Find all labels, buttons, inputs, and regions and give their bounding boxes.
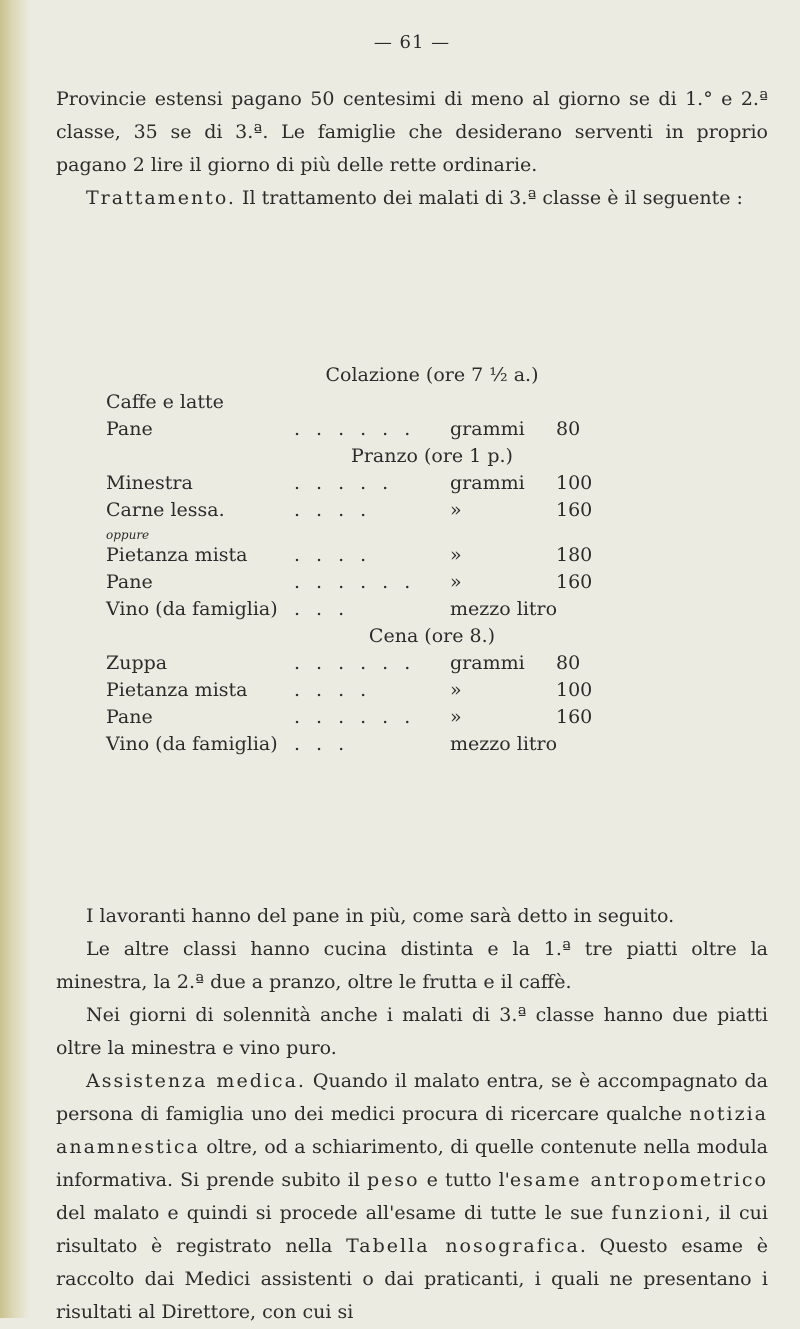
assistenza-term: esame antropometrico: [509, 1169, 768, 1191]
leader-dots: ....: [294, 544, 383, 566]
pranzo-rows: [56, 470, 768, 623]
meal-heading-pranzo: Pranzo (ore 1 p.): [351, 445, 513, 467]
upper-text-block: [56, 83, 768, 215]
colazione-rows: [56, 389, 768, 443]
menu-unit: grammi: [450, 652, 525, 674]
menu-quantity: 160: [556, 571, 593, 593]
menu-unit: »: [450, 544, 462, 566]
assistenza-paragraph: [56, 1065, 768, 1329]
menu-item: Pietanza mista: [106, 679, 248, 701]
cena-rows: [56, 650, 768, 758]
trattamento-paragraph: [56, 182, 768, 215]
page-edge-shadow: [0, 0, 30, 1318]
leader-dots: ......: [294, 652, 427, 674]
menu-row: [56, 497, 768, 524]
assistenza-text: , il cui risultato è registrato nella: [56, 1202, 768, 1257]
assistenza-text: del malato e quindi si procede all'esame di tutte le sue: [56, 1202, 612, 1224]
diet-menu: [56, 362, 768, 758]
leader-dots: ...: [294, 733, 361, 755]
leader-dots: ....: [294, 679, 383, 701]
assistenza-heading: Assistenza medica.: [86, 1070, 306, 1092]
leader-dots: ......: [294, 418, 427, 440]
assistenza-text: e tutto l': [419, 1169, 510, 1191]
solennita-paragraph: Nei giorni di solennità anche i malati di 3.ª classe hanno due piatti oltre la minestra e vino puro.: [56, 1004, 768, 1059]
menu-unit: grammi: [450, 418, 525, 440]
menu-quantity: 80: [556, 652, 581, 674]
menu-quantity: 80: [556, 418, 581, 440]
menu-item: Caffe e latte: [106, 391, 224, 413]
menu-unit: »: [450, 571, 462, 593]
menu-row-oppure: [56, 524, 768, 542]
menu-row: [56, 677, 768, 704]
meal-heading-cena: Cena (ore 8.): [368, 625, 496, 647]
menu-row: [56, 596, 768, 623]
leader-dots: ....: [294, 499, 383, 521]
menu-row: [56, 704, 768, 731]
trattamento-heading: Trattamento.: [86, 187, 236, 209]
menu-row: [56, 569, 768, 596]
menu-quantity: 100: [556, 472, 593, 494]
leader-dots: .....: [294, 472, 405, 494]
menu-quantity: 180: [556, 544, 593, 566]
assistenza-text: Quando il malato entra, se è accompagnato da persona di famiglia uno dei medici procura di ricercare qualche: [56, 1070, 768, 1125]
menu-row: [56, 650, 768, 677]
menu-item: Minestra: [106, 472, 193, 494]
page-number: — 61 —: [373, 32, 451, 53]
lavoranti-paragraph: I lavoranti hanno del pane in più, come sarà detto in seguito.: [86, 905, 675, 927]
oppure-label: oppure: [106, 528, 150, 542]
menu-item: Carne lessa.: [106, 499, 225, 521]
menu-row: [56, 542, 768, 569]
leader-dots: ......: [294, 706, 427, 728]
assistenza-term: notizia anamnestica: [56, 1103, 768, 1158]
assistenza-term: funzioni: [611, 1202, 705, 1224]
menu-unit: »: [450, 679, 462, 701]
meal-heading-colazione: Colazione (ore 7 ½ a.): [325, 364, 539, 386]
menu-row: [56, 389, 768, 416]
menu-quantity: 100: [556, 679, 593, 701]
menu-item: Zuppa: [106, 652, 168, 674]
menu-unit: »: [450, 706, 462, 728]
leader-dots: ...: [294, 598, 361, 620]
menu-row: [56, 470, 768, 497]
menu-quantity: 160: [556, 706, 593, 728]
menu-item: Pane: [106, 706, 153, 728]
menu-item: Pietanza mista: [106, 544, 248, 566]
assistenza-term: Tabella nosografica: [346, 1235, 580, 1257]
menu-item: Vino (da famiglia): [106, 598, 278, 620]
menu-quantity: 160: [556, 499, 593, 521]
trattamento-text: Il trattamento dei malati di 3.ª classe è il seguente :: [235, 187, 743, 209]
menu-unit: grammi: [450, 472, 525, 494]
assistenza-text: . Questo esame è raccolto dai Medici assistenti o dai praticanti, i quali ne presentano i risultati al Direttore, con cui si: [56, 1235, 768, 1323]
menu-unit: mezzo litro: [450, 598, 558, 620]
assistenza-text: oltre, od a schiarimento, di quelle contenute nella modula informativa. Si prende subito il: [56, 1136, 768, 1191]
menu-unit: »: [450, 499, 462, 521]
assistenza-term: peso: [366, 1169, 420, 1191]
menu-item: Vino (da famiglia): [106, 733, 278, 755]
menu-item: Pane: [106, 571, 153, 593]
menu-item: Pane: [106, 418, 153, 440]
menu-row: [56, 416, 768, 443]
leader-dots: ......: [294, 571, 427, 593]
menu-unit: mezzo litro: [450, 733, 558, 755]
menu-row: [56, 731, 768, 758]
intro-paragraph: Provincie estensi pagano 50 centesimi di meno al giorno se di 1.° e 2.ª classe, 35 se di 3.ª. Le famiglie che desiderano serventi in proprio pagano 2 lire il giorno di più delle rette ordinarie.: [56, 88, 768, 176]
classi-paragraph: Le altre classi hanno cucina distinta e la 1.ª tre piatti oltre la minestra, la 2.ª due a pranzo, oltre le frutta e il caffè.: [56, 938, 768, 993]
lower-text-block: [56, 900, 768, 1329]
